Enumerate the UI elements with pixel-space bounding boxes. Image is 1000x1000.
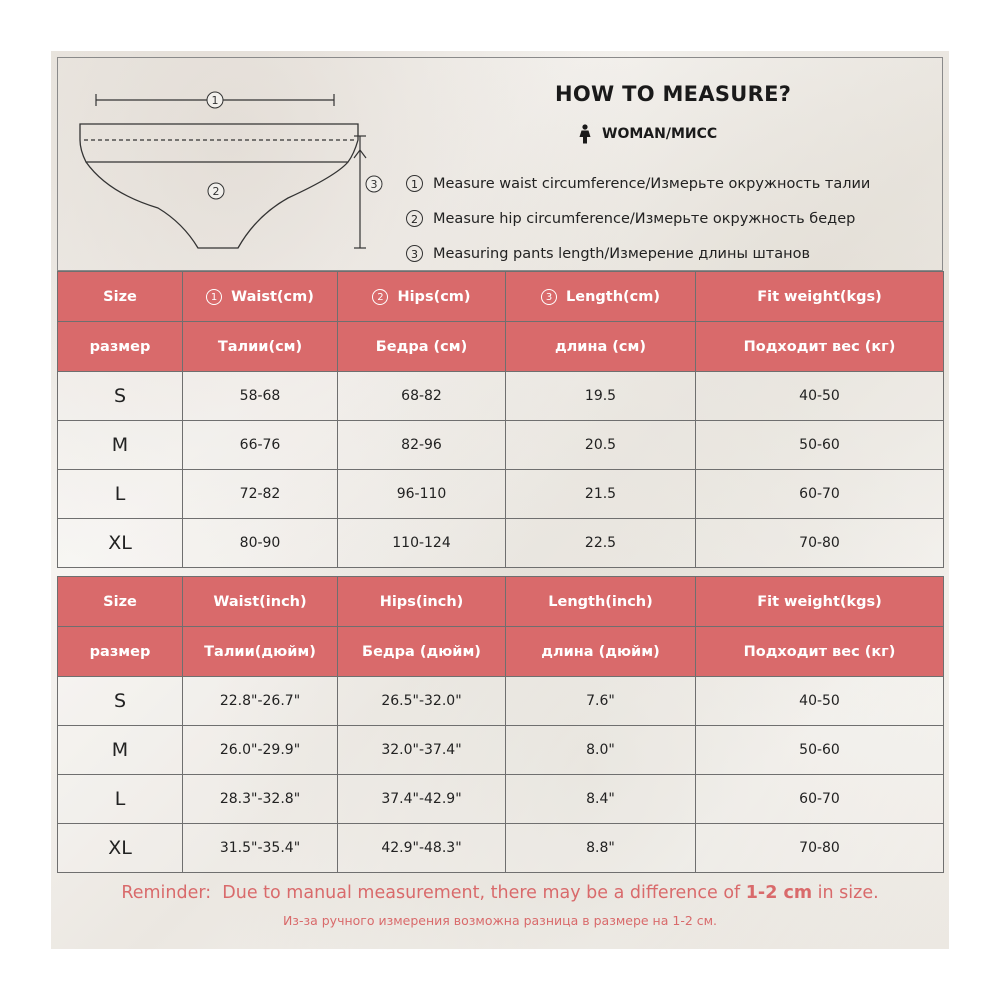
size-cell: XL — [58, 519, 183, 568]
header-cell: Fit weight(kgs) — [696, 577, 944, 627]
size-cell: S — [58, 372, 183, 421]
step-text: Measure waist circumference/Измерьте окружность талии — [433, 175, 871, 192]
header-cell: Size — [58, 577, 183, 627]
hip-marker: 2 — [212, 185, 220, 198]
weight-cell: 60-70 — [696, 470, 944, 519]
waist-marker: 1 — [211, 94, 219, 107]
table-row — [58, 775, 944, 824]
header-cell: 2 Hips(cm) — [338, 272, 506, 322]
size-table-cm — [57, 271, 944, 568]
table-row — [58, 470, 944, 519]
length-cell: 19.5 — [506, 372, 696, 421]
header-number: 1 — [206, 289, 222, 305]
header-cell: Талии(дюйм) — [183, 627, 338, 677]
reminder-ru: Из-за ручного измерения возможна разница в размере на 1-2 см. — [282, 913, 718, 928]
header-cell: 3 Length(cm) — [506, 272, 696, 322]
waist-cell: 31.5"-35.4" — [183, 824, 338, 873]
table-header-en — [58, 577, 944, 627]
step-waist — [406, 166, 870, 201]
header-cell: Fit weight(kgs) — [696, 272, 944, 322]
weight-cell: 40-50 — [696, 677, 944, 726]
table-row — [58, 726, 944, 775]
table-row — [58, 421, 944, 470]
audience-text: WOMAN/МИСС — [602, 126, 718, 142]
hips-cell: 37.4"-42.9" — [338, 775, 506, 824]
weight-cell: 50-60 — [696, 726, 944, 775]
reminder-label: Reminder: — [121, 883, 212, 903]
weight-cell: 50-60 — [696, 421, 944, 470]
waist-cell: 26.0"-29.9" — [183, 726, 338, 775]
table-row — [58, 677, 944, 726]
header-cell: Талии(см) — [183, 322, 338, 372]
length-marker: 3 — [370, 178, 378, 191]
length-cell: 8.8" — [506, 824, 696, 873]
weight-cell: 70-80 — [696, 519, 944, 568]
waist-cell: 72-82 — [183, 470, 338, 519]
step-number: 2 — [406, 210, 423, 227]
table-header-ru — [58, 627, 944, 677]
header-cell: Бедра (дюйм) — [338, 627, 506, 677]
step-hip — [406, 201, 870, 236]
waist-cell: 58-68 — [183, 372, 338, 421]
hips-cell: 42.9"-48.3" — [338, 824, 506, 873]
hips-cell: 82-96 — [338, 421, 506, 470]
reminder-text-before: Due to manual measurement, there may be a difference of — [222, 883, 746, 903]
header-cell: Size — [58, 272, 183, 322]
reminder-highlight: 1-2 cm — [745, 883, 813, 903]
table-row — [58, 372, 944, 421]
header-cell: длина (дюйм) — [506, 627, 696, 677]
waist-cell: 28.3"-32.8" — [183, 775, 338, 824]
size-table-inch — [57, 576, 944, 873]
size-cell: L — [58, 775, 183, 824]
header-cell: Подходит вес (кг) — [696, 627, 944, 677]
length-cell: 22.5 — [506, 519, 696, 568]
size-cell: M — [58, 421, 183, 470]
hips-cell: 110-124 — [338, 519, 506, 568]
measure-steps — [406, 166, 870, 271]
woman-icon — [578, 124, 592, 144]
reminder-en — [51, 883, 949, 903]
step-text: Measure hip circumference/Измерьте окружность бедер — [433, 210, 856, 227]
header-cell: Бедра (см) — [338, 322, 506, 372]
length-cell: 7.6" — [506, 677, 696, 726]
table-row — [58, 824, 944, 873]
length-cell: 20.5 — [506, 421, 696, 470]
header-cell: Waist(inch) — [183, 577, 338, 627]
hips-cell: 26.5"-32.0" — [338, 677, 506, 726]
size-cell: L — [58, 470, 183, 519]
table-row — [58, 519, 944, 568]
weight-cell: 60-70 — [696, 775, 944, 824]
audience-label — [578, 124, 717, 144]
panties-diagram — [58, 58, 398, 270]
waist-cell: 80-90 — [183, 519, 338, 568]
hips-cell: 96-110 — [338, 470, 506, 519]
how-to-measure-panel — [57, 57, 943, 271]
header-cell: размер — [58, 322, 183, 372]
page-title: HOW TO MEASURE? — [555, 82, 792, 106]
header-cell: длина (см) — [506, 322, 696, 372]
waist-cell: 66-76 — [183, 421, 338, 470]
header-cell: Length(inch) — [506, 577, 696, 627]
table-header-ru — [58, 322, 944, 372]
header-cell: Hips(inch) — [338, 577, 506, 627]
size-cell: S — [58, 677, 183, 726]
size-cell: XL — [58, 824, 183, 873]
step-number: 3 — [406, 245, 423, 262]
header-cell: Подходит вес (кг) — [696, 322, 944, 372]
table-header-en — [58, 272, 944, 322]
length-cell: 8.0" — [506, 726, 696, 775]
weight-cell: 40-50 — [696, 372, 944, 421]
length-cell: 8.4" — [506, 775, 696, 824]
length-cell: 21.5 — [506, 470, 696, 519]
step-number: 1 — [406, 175, 423, 192]
step-length — [406, 236, 870, 271]
size-chart-canvas — [51, 51, 949, 949]
size-cell: M — [58, 726, 183, 775]
waist-cell: 22.8"-26.7" — [183, 677, 338, 726]
step-text: Measuring pants length/Измерение длины штанов — [433, 245, 811, 262]
weight-cell: 70-80 — [696, 824, 944, 873]
header-number: 3 — [541, 289, 557, 305]
header-cell: размер — [58, 627, 183, 677]
hips-cell: 68-82 — [338, 372, 506, 421]
header-cell: 1 Waist(cm) — [183, 272, 338, 322]
header-number: 2 — [372, 289, 388, 305]
reminder-text-after: in size. — [812, 883, 879, 903]
hips-cell: 32.0"-37.4" — [338, 726, 506, 775]
